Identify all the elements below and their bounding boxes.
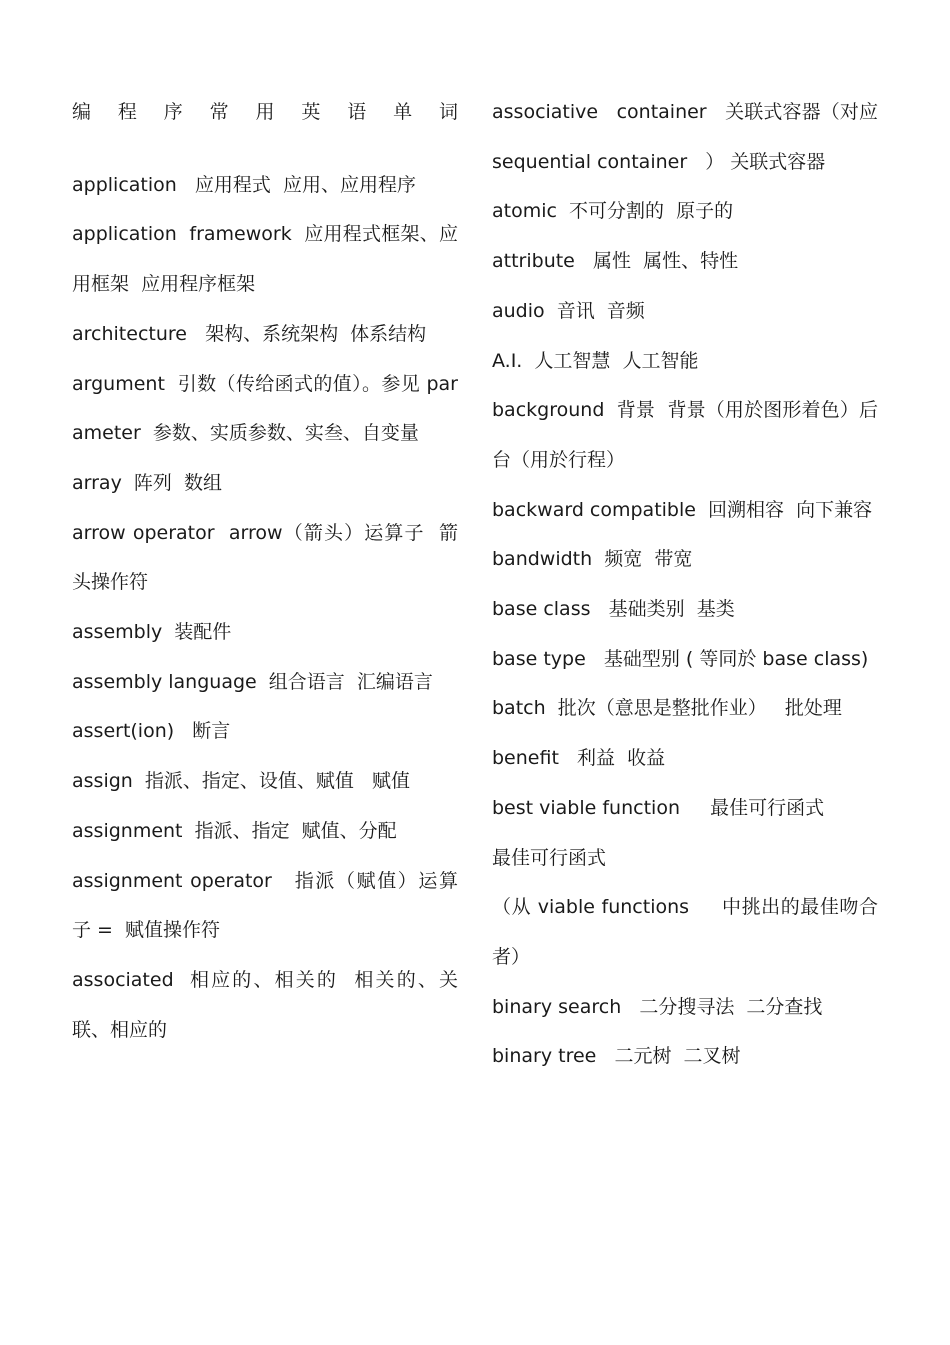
glossary-entry: array 阵列 数组 [72, 471, 222, 494]
glossary-entry: assign 指派、指定、设值、赋值 赋值 [72, 770, 411, 793]
glossary-entry: application 应用程式 应用、应用程序 [72, 173, 417, 196]
right-column [492, 88, 885, 1082]
glossary-entry: architecture 架构、系统架构 体系结构 [72, 322, 427, 345]
glossary-entry: audio 音讯 音频 [492, 299, 645, 322]
glossary-entry: base class 基础类别 基类 [492, 598, 735, 621]
glossary-entry: bandwidth 频宽 带宽 [492, 548, 693, 571]
glossary-entry: binary tree 二元树 二叉树 [492, 1045, 741, 1068]
glossary-entry: base type 基础型别 ( 等同於 base class) [492, 647, 869, 670]
glossary-entry: assembly language 组合语言 汇编语言 [72, 670, 433, 693]
glossary-entry: associative container 关联式容器（对应 sequential container ） 关联式容器 [492, 101, 885, 173]
document-title: 编 程 序 常 用 英 语 单 词 [72, 101, 458, 123]
glossary-entry: arrow operator arrow（箭头）运算子 箭头操作符 [72, 521, 458, 594]
glossary-entry: （从 viable functions 中挑出的最佳吻合者） [492, 896, 878, 968]
glossary-entry: background 背景 背景（用於图形着色）后台（用於行程） [492, 399, 878, 471]
glossary-entry: binary search 二分搜寻法 二分查找 [492, 995, 823, 1018]
glossary-entry: 最佳可行函式 [492, 846, 607, 869]
glossary-entry: backward compatible 回溯相容 向下兼容 [492, 498, 873, 521]
glossary-entry: best viable function 最佳可行函式 [492, 796, 825, 819]
glossary-entry: assignment operator 指派（赋值）运算子 = 赋值操作符 [72, 869, 458, 942]
glossary-entry: assert(ion) 断言 [72, 720, 231, 743]
glossary-entry: assembly 装配件 [72, 621, 232, 644]
glossary-entry: application framework 应用程式框架、应用框架 应用程序框架 [72, 223, 458, 296]
glossary-entry: benefit 利益 收益 [492, 747, 666, 770]
glossary-entry: attribute 属性 属性、特性 [492, 250, 739, 273]
glossary-entry: associated 相应的、相关的 相关的、关联、相应的 [72, 968, 458, 1041]
glossary-entry: A.I. 人工智慧 人工智能 [492, 349, 699, 372]
glossary-entry: argument 引数（传给函式的值）。参见 parameter 参数、实质参数、实叁、自变量 [72, 372, 458, 445]
glossary-entry: atomic 不可分割的 原子的 [492, 200, 734, 223]
glossary-entry: assignment 指派、指定 赋值、分配 [72, 819, 397, 842]
left-column [72, 88, 458, 1055]
glossary-entry: batch 批次（意思是整批作业） 批处理 [492, 697, 842, 720]
